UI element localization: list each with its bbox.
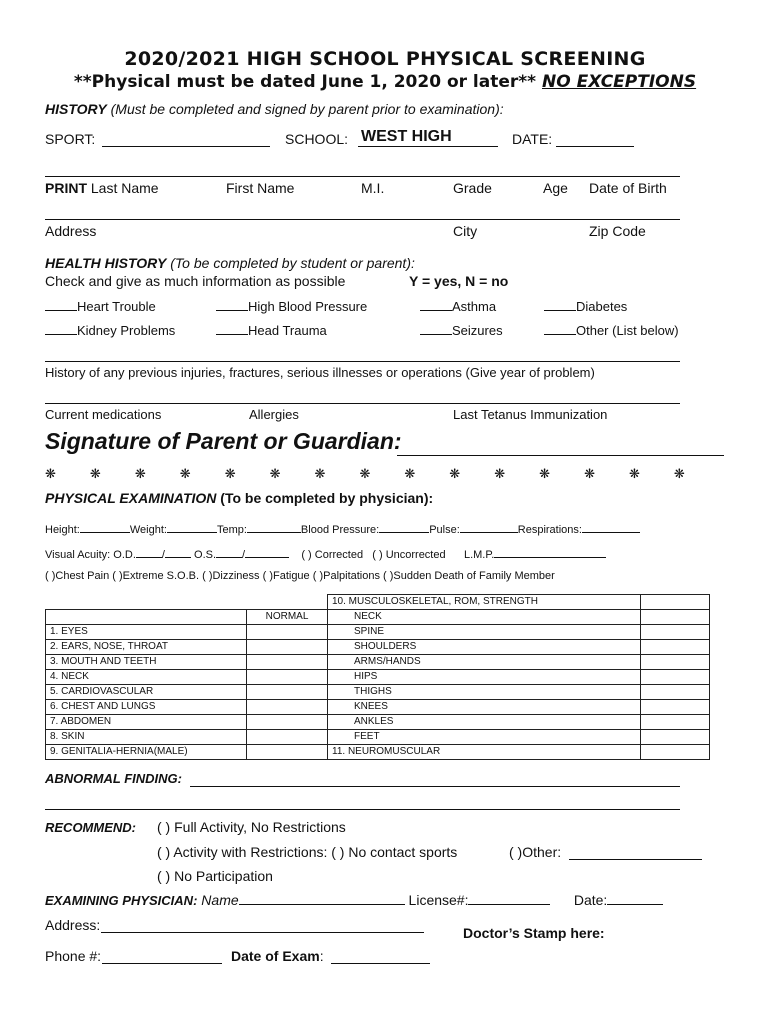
recommend-label: RECOMMEND: (45, 820, 136, 835)
yes-no-legend: Y = yes, N = no (409, 273, 509, 289)
medications-line[interactable] (45, 403, 680, 404)
sport-field[interactable] (102, 146, 270, 147)
last-name-label: Last Name (90, 180, 159, 196)
physician-date-field[interactable] (607, 892, 663, 905)
medications-label: Current medications (45, 407, 162, 422)
condition-bp[interactable]: High Blood Pressure (216, 298, 367, 314)
age-label: Age (543, 180, 568, 196)
signature-label: Signature of Parent or Guardian: (45, 428, 402, 454)
restrictions-option[interactable]: ( ) Activity with Restrictions: ( ) No contact sports (157, 844, 458, 860)
exam-note: (To be completed by physician): (220, 490, 434, 506)
os-field-1[interactable] (216, 545, 242, 558)
tetanus-label: Last Tetanus Immunization (453, 407, 608, 422)
no-exceptions-text: NO EXCEPTIONS (541, 72, 697, 92)
condition-seizures[interactable]: Seizures (420, 322, 503, 338)
other-option[interactable]: ( )Other: (509, 844, 562, 860)
health-heading (45, 255, 415, 271)
school-value: WEST HIGH (361, 128, 452, 145)
weight-field[interactable] (167, 520, 217, 533)
resp-field[interactable] (582, 520, 640, 533)
date-of-exam-label: Date of Exam: (231, 948, 324, 964)
condition-head-trauma[interactable]: Head Trauma (216, 322, 327, 338)
subtitle-text: **Physical must be dated June 1, 2020 or later** (73, 72, 537, 92)
uncorrected-option[interactable]: ( ) Uncorrected (372, 549, 446, 561)
mi-label: M.I. (361, 180, 385, 196)
form-title: 2020/2021 HIGH SCHOOL PHYSICAL SCREENING (124, 48, 646, 70)
physician-name-field[interactable] (239, 892, 405, 905)
abnormal-label: ABNORMAL FINDING: (45, 771, 182, 786)
od-field-2[interactable] (165, 545, 191, 558)
visual-row: Visual Acuity: O.D. / O.S. / ( ) Corrected ( ) Uncorrected L.M.P. (45, 545, 606, 561)
od-field-1[interactable] (136, 545, 162, 558)
symptoms-row[interactable]: ( )Chest Pain ( )Extreme S.O.B. ( )Dizziness ( )Fatigue ( )Palpitations ( )Sudden Death of Family Member (45, 570, 555, 582)
condition-diabetes[interactable]: Diabetes (544, 298, 627, 314)
abnormal-field-2[interactable] (45, 809, 680, 810)
condition-asthma[interactable]: Asthma (420, 298, 496, 314)
city-label: City (453, 223, 478, 239)
phone-field[interactable] (102, 963, 222, 964)
corrected-option[interactable]: ( ) Corrected (301, 549, 364, 561)
vitals-row: Height: Weight: Temp: Blood Pressure: Pulse: Respirations: (45, 520, 640, 536)
condition-other[interactable]: Other (List below) (544, 322, 679, 338)
exam-table: 10. MUSCULOSKELETAL, ROM, STRENGTH NORMAL NECK 1. EYES SPINE 2. EARS, NOSE, THROAT SHOULDERS 3. MOUTH AND TEETH ARMS/HANDS 4. NECK HIPS 5. CARDIOVASCULAR THIGHS 6. CHEST AND LUNGS KNEES 7. ABDOMEN ANKLES 8. SKIN FEET 9. GENITALIA-HERNIA(MALE) 11. NEUROMUSCULAR (45, 594, 710, 760)
signature-field[interactable] (397, 455, 724, 456)
physician-row: EXAMINING PHYSICIAN: Name License#: Date: (45, 892, 663, 908)
injuries-label: History of any previous injuries, fractures, serious illnesses or operations (Give year of problem) (45, 365, 595, 380)
date-label: DATE: (512, 131, 553, 147)
condition-kidney[interactable]: Kidney Problems (45, 322, 175, 338)
name-line[interactable] (45, 176, 680, 177)
height-field[interactable] (80, 520, 130, 533)
sport-label: SPORT: (45, 131, 96, 147)
temp-field[interactable] (247, 520, 301, 533)
injuries-line[interactable] (45, 361, 680, 362)
bp-field[interactable] (379, 520, 429, 533)
divider-stars: ❋ ❋ ❋ ❋ ❋ ❋ ❋ ❋ ❋ ❋ ❋ ❋ ❋ ❋ ❋ (45, 466, 685, 481)
physician-address-label: Address: (45, 917, 101, 933)
condition-heart[interactable]: Heart Trouble (45, 298, 156, 314)
health-instructions: Check and give as much information as possible (45, 273, 346, 289)
history-label: HISTORY (45, 101, 107, 117)
phone-label: Phone #: (45, 948, 102, 964)
full-activity-option[interactable]: ( ) Full Activity, No Restrictions (157, 819, 346, 835)
address-label: Address (45, 223, 97, 239)
date-of-exam-field[interactable] (331, 963, 430, 964)
print-word: PRINT (45, 180, 87, 196)
no-participation-option[interactable]: ( ) No Participation (157, 868, 273, 884)
first-name-label: First Name (226, 180, 295, 196)
dob-label: Date of Birth (589, 180, 667, 196)
allergies-label: Allergies (249, 407, 299, 422)
address-line[interactable] (45, 219, 680, 220)
school-field[interactable] (358, 146, 498, 147)
exam-label: PHYSICAL EXAMINATION (45, 490, 217, 506)
exam-heading (45, 490, 433, 506)
lmp-field[interactable] (494, 545, 606, 558)
other-field[interactable] (569, 859, 702, 860)
os-field-2[interactable] (245, 545, 289, 558)
zip-label: Zip Code (589, 223, 646, 239)
history-heading (45, 101, 504, 117)
form-subtitle (0, 72, 770, 92)
pulse-field[interactable] (460, 520, 518, 533)
print-label (45, 180, 159, 196)
physician-address-field[interactable] (101, 932, 424, 933)
stamp-label: Doctor’s Stamp here: (463, 925, 605, 941)
date-field[interactable] (556, 146, 634, 147)
health-note: (To be completed by student or parent): (170, 255, 415, 271)
history-note: (Must be completed and signed by parent prior to examination): (110, 101, 504, 117)
school-label: SCHOOL: (285, 131, 349, 147)
abnormal-field[interactable] (190, 786, 680, 787)
grade-label: Grade (453, 180, 492, 196)
license-field[interactable] (468, 892, 550, 905)
health-label: HEALTH HISTORY (45, 255, 167, 271)
